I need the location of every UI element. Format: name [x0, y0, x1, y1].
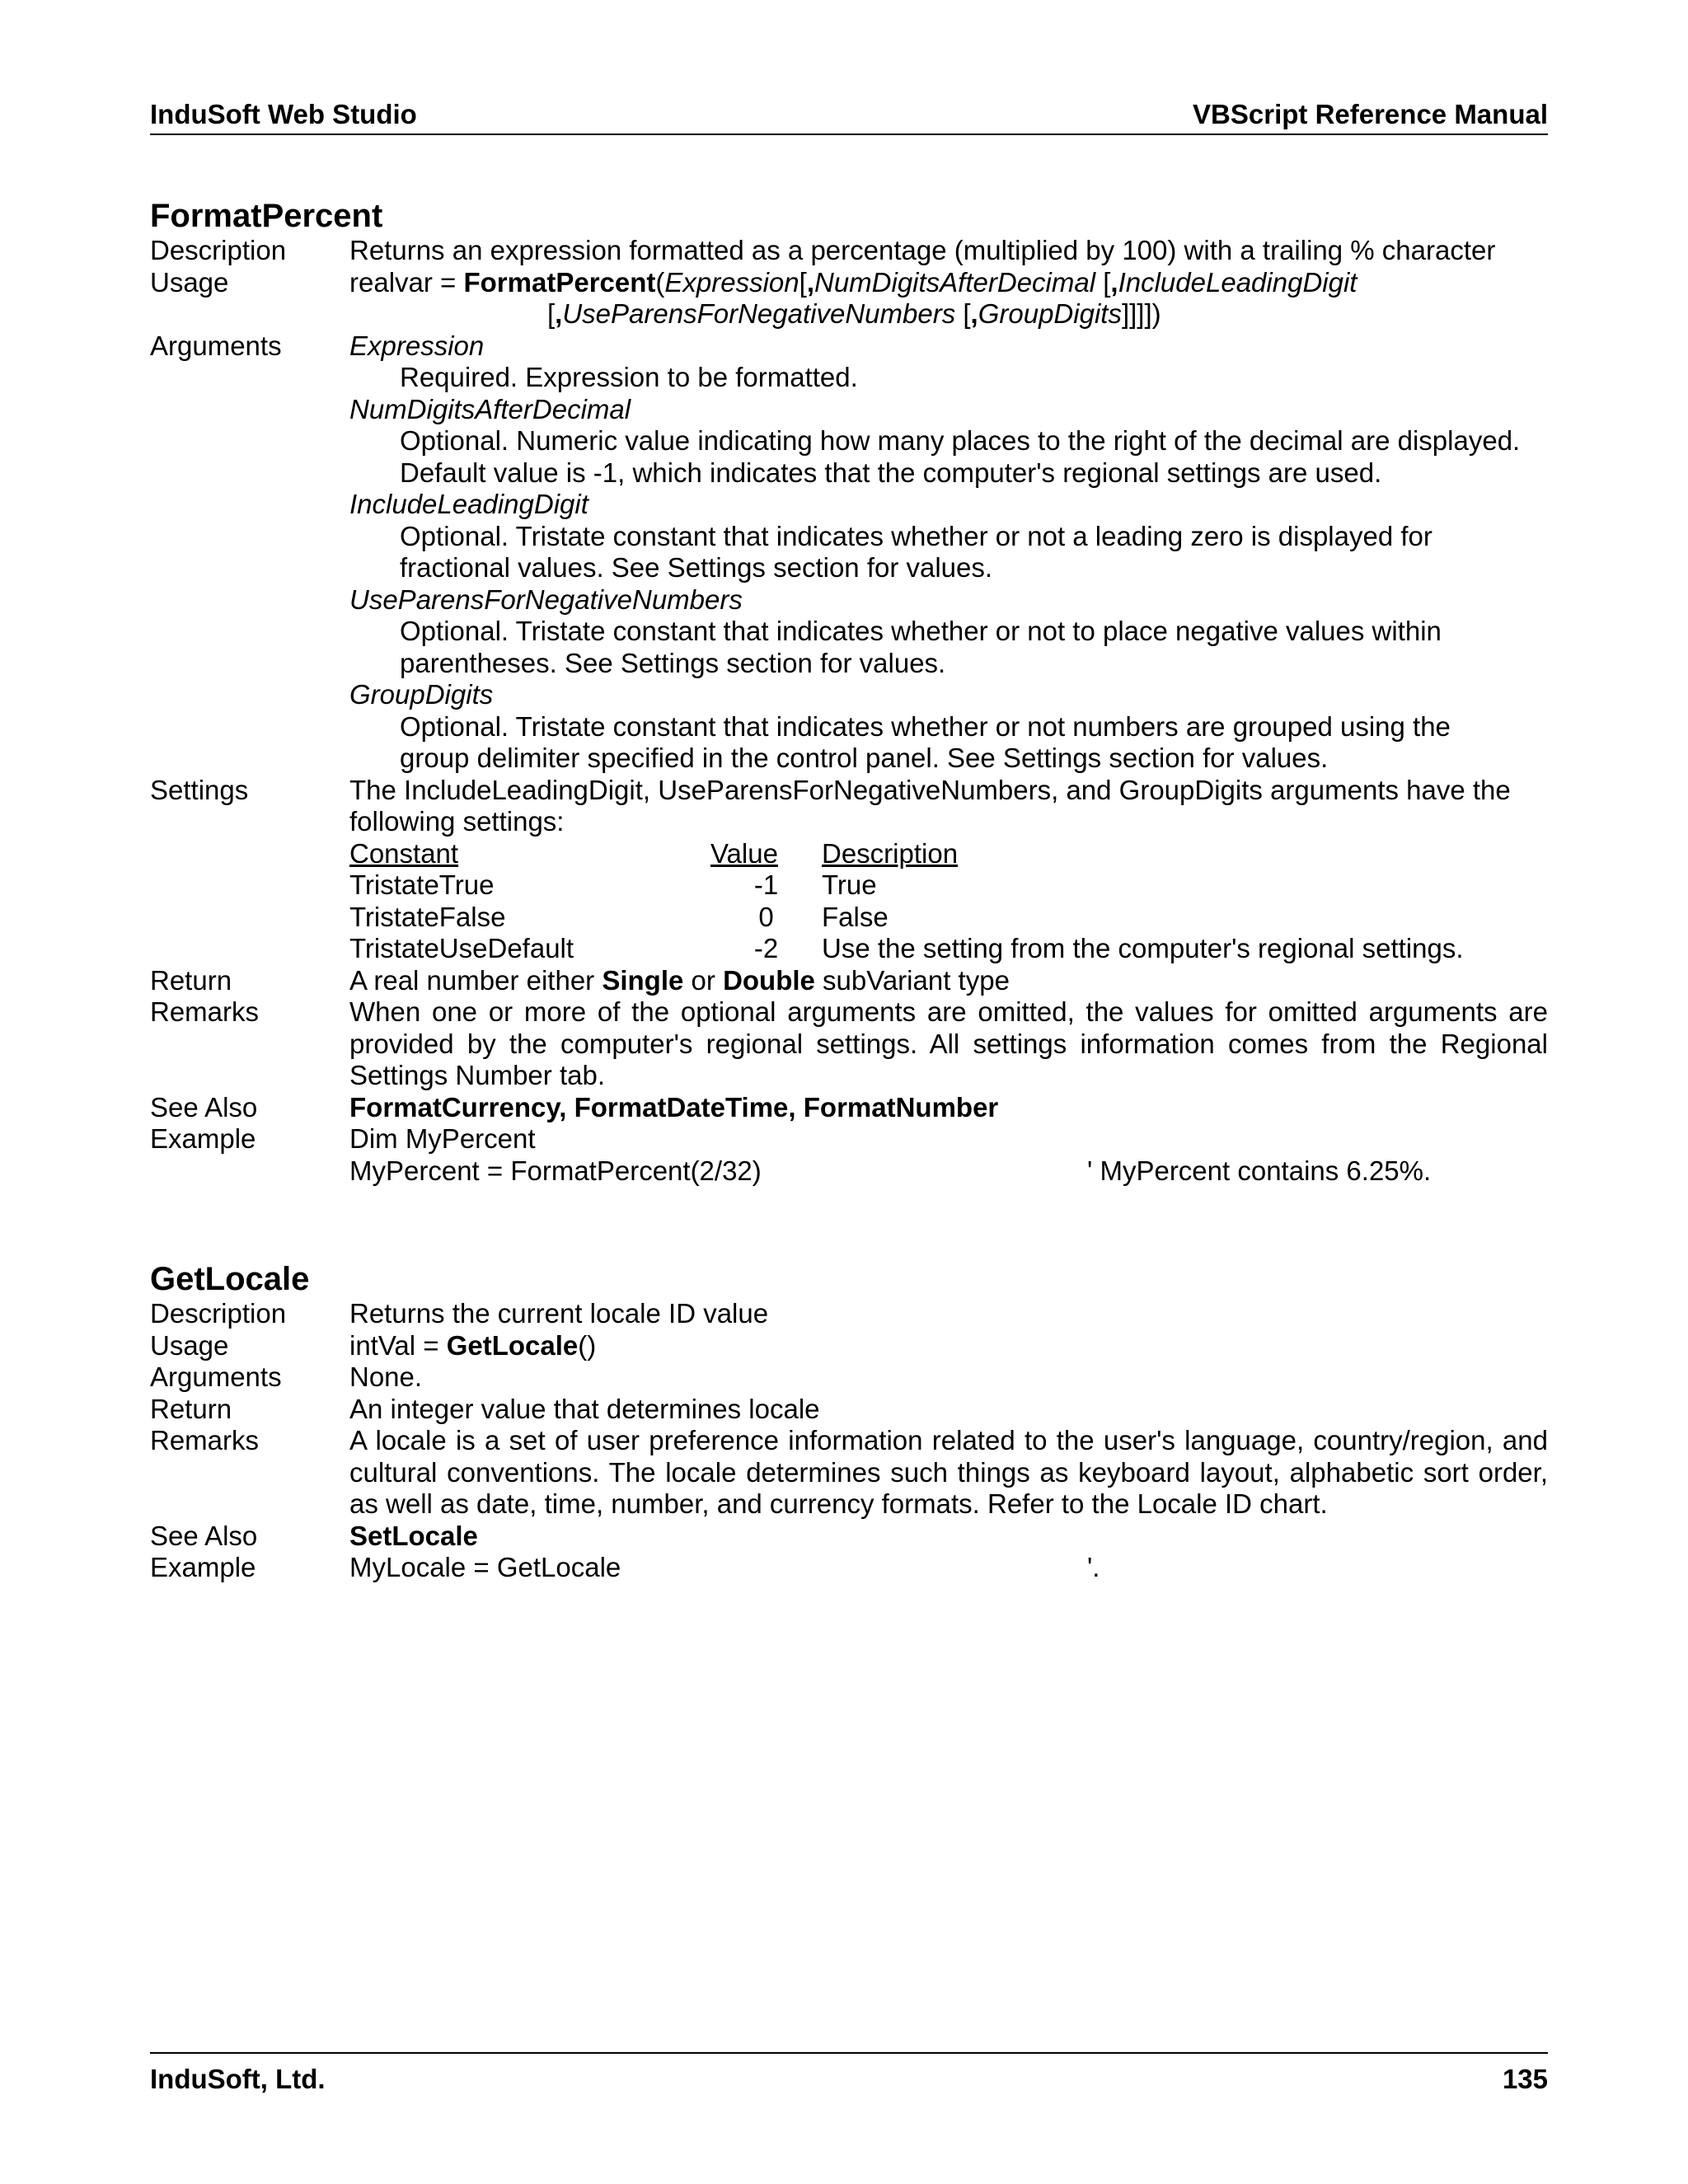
- label-arguments: Arguments: [150, 330, 282, 361]
- label-see-also: See Also: [150, 1091, 258, 1122]
- usage-arg: Expression: [664, 266, 799, 298]
- arg-desc: Default value is -1, which indicates that the computer's regional settings are used.: [400, 457, 1382, 488]
- usage-func: GetLocale: [446, 1329, 579, 1361]
- return-text: A real number either: [349, 964, 603, 996]
- arg-desc: group delimiter specified in the control panel. See Settings section for values.: [400, 743, 1329, 773]
- cell-constant: TristateFalse: [349, 901, 506, 932]
- gl-return: An integer value that determines locale: [349, 1393, 820, 1424]
- cell-value: -2: [753, 933, 779, 963]
- usage-paren: (: [655, 266, 665, 298]
- fp-return: [349, 965, 1548, 997]
- formatpercent-title: FormatPercent: [150, 198, 383, 234]
- usage-paren: (): [578, 1329, 597, 1361]
- usage-arg: UseParensForNegativeNumbers: [562, 298, 956, 329]
- arg-name: IncludeLeadingDigit: [349, 489, 588, 519]
- fp-usage-line2: [349, 298, 1548, 330]
- gl-example: [349, 1552, 1548, 1584]
- cell-constant: TristateTrue: [349, 869, 495, 900]
- usage-bracket: [: [1095, 266, 1111, 298]
- example-comment: ' MyPercent contains 6.25%.: [1087, 1155, 1432, 1186]
- usage-comma: ,: [1110, 266, 1118, 298]
- footer-company: InduSoft, Ltd.: [150, 2064, 326, 2094]
- arg-desc: Optional. Numeric value indicating how many places to the right of the decimal are displayed.: [400, 425, 1521, 456]
- getlocale-title: GetLocale: [150, 1261, 310, 1297]
- label-example: Example: [150, 1123, 256, 1154]
- formatpercent-section: [150, 235, 1548, 1187]
- header-manual: VBScript Reference Manual: [1193, 99, 1548, 129]
- usage-func: FormatPercent: [463, 266, 656, 298]
- gl-arguments: None.: [349, 1361, 423, 1392]
- usage-prefix: realvar =: [349, 266, 464, 298]
- label-see-also: See Also: [150, 1520, 258, 1551]
- label-arguments: Arguments: [150, 1361, 282, 1392]
- gl-usage: [349, 1330, 1548, 1362]
- fp-arguments: [349, 330, 1548, 775]
- col-value: Value: [710, 837, 778, 869]
- settings-intro: The IncludeLeadingDigit, UseParensForNegativeNumbers, and GroupDigits arguments have the following settings:: [349, 774, 1511, 837]
- fp-remarks: When one or more of the optional arguments are omitted, the values for omitted arguments are provided by the computer's regional settings. All settings information comes from the Regional Settings Number tab.: [349, 996, 1548, 1090]
- arg-desc: Optional. Tristate constant that indicates whether or not to place negative values within: [400, 616, 1442, 646]
- label-settings: Settings: [150, 774, 249, 805]
- cell-description: False: [822, 901, 889, 932]
- table-header-row: [349, 838, 1464, 870]
- label-remarks: Remarks: [150, 1425, 260, 1455]
- page-header: [150, 97, 1548, 135]
- example-comment: '.: [1087, 1552, 1100, 1582]
- label-example: Example: [150, 1552, 256, 1582]
- arg-name: UseParensForNegativeNumbers: [349, 583, 743, 615]
- usage-arg: IncludeLeadingDigit: [1118, 266, 1357, 298]
- label-remarks: Remarks: [150, 996, 260, 1027]
- example-line: MyPercent = FormatPercent(2/32): [349, 1155, 762, 1186]
- arg-name: Expression: [349, 330, 485, 361]
- return-type: Single: [602, 964, 684, 996]
- fp-usage: [349, 267, 1548, 299]
- fp-settings: [349, 775, 1548, 965]
- gl-see-also: SetLocale: [349, 1520, 478, 1551]
- fp-example: [349, 1123, 1548, 1187]
- getlocale-section: [150, 1298, 1548, 1584]
- cell-constant: TristateUseDefault: [349, 933, 574, 963]
- gl-remarks: A locale is a set of user preference information related to the user's language, country/region, and cultural conventions. The locale determines such things as keyboard layout, alphabetic sort order, as well as date, time, number, and currency formats. Refer to the Locale ID chart.: [349, 1425, 1548, 1519]
- arg-desc: Optional. Tristate constant that indicates whether or not a leading zero is displayed for: [400, 520, 1432, 551]
- page-footer: [150, 2052, 1548, 2095]
- fp-see-also: FormatCurrency, FormatDateTime, FormatNumber: [349, 1091, 999, 1122]
- label-return: Return: [150, 964, 232, 996]
- arg-name: NumDigitsAfterDecimal: [349, 393, 631, 424]
- cell-value: 0: [758, 901, 774, 932]
- cell-description: True: [822, 869, 877, 900]
- page-number: 135: [1502, 2064, 1548, 2094]
- usage-comma: ,: [555, 298, 563, 329]
- label-usage: Usage: [150, 266, 229, 298]
- arg-name: GroupDigits: [349, 679, 494, 710]
- label-return: Return: [150, 1393, 232, 1424]
- header-product: InduSoft Web Studio: [150, 99, 417, 129]
- settings-table: [349, 838, 1464, 965]
- usage-prefix: intVal =: [349, 1329, 447, 1361]
- usage-comma: ,: [970, 298, 978, 329]
- example-line: Dim MyPercent: [349, 1123, 536, 1154]
- usage-bracket: [: [799, 266, 807, 298]
- usage-arg: NumDigitsAfterDecimal: [814, 266, 1096, 298]
- example-line: MyLocale = GetLocale: [349, 1552, 621, 1582]
- usage-comma: ,: [806, 266, 814, 298]
- usage-arg: GroupDigits: [978, 298, 1122, 329]
- usage-bracket: [: [955, 298, 971, 329]
- arg-desc: Required. Expression to be formatted.: [400, 362, 858, 392]
- cell-description: Use the setting from the computer's regional settings.: [822, 933, 1464, 963]
- table-row: [349, 933, 1464, 965]
- table-row: [349, 902, 1464, 934]
- return-text: or: [683, 964, 724, 996]
- return-text: subVariant type: [814, 964, 1010, 996]
- arg-desc: Optional. Tristate constant that indicates whether or not numbers are grouped using the: [400, 710, 1451, 742]
- fp-description: Returns an expression formatted as a percentage (multiplied by 100) with a trailing % character: [349, 235, 1496, 265]
- label-description: Description: [150, 1298, 287, 1329]
- col-constant: Constant: [349, 837, 459, 869]
- arg-desc: fractional values. See Settings section for values.: [400, 552, 993, 583]
- usage-bracket: [: [547, 298, 556, 329]
- return-type: Double: [723, 964, 815, 996]
- label-description: Description: [150, 235, 287, 265]
- usage-bracket: ]]]]): [1121, 298, 1161, 329]
- gl-description: Returns the current locale ID value: [349, 1298, 769, 1329]
- label-usage: Usage: [150, 1329, 229, 1361]
- cell-value: -1: [753, 869, 779, 900]
- col-description: Description: [822, 837, 959, 869]
- table-row: [349, 869, 1464, 902]
- arg-desc: parentheses. See Settings section for values.: [400, 647, 946, 678]
